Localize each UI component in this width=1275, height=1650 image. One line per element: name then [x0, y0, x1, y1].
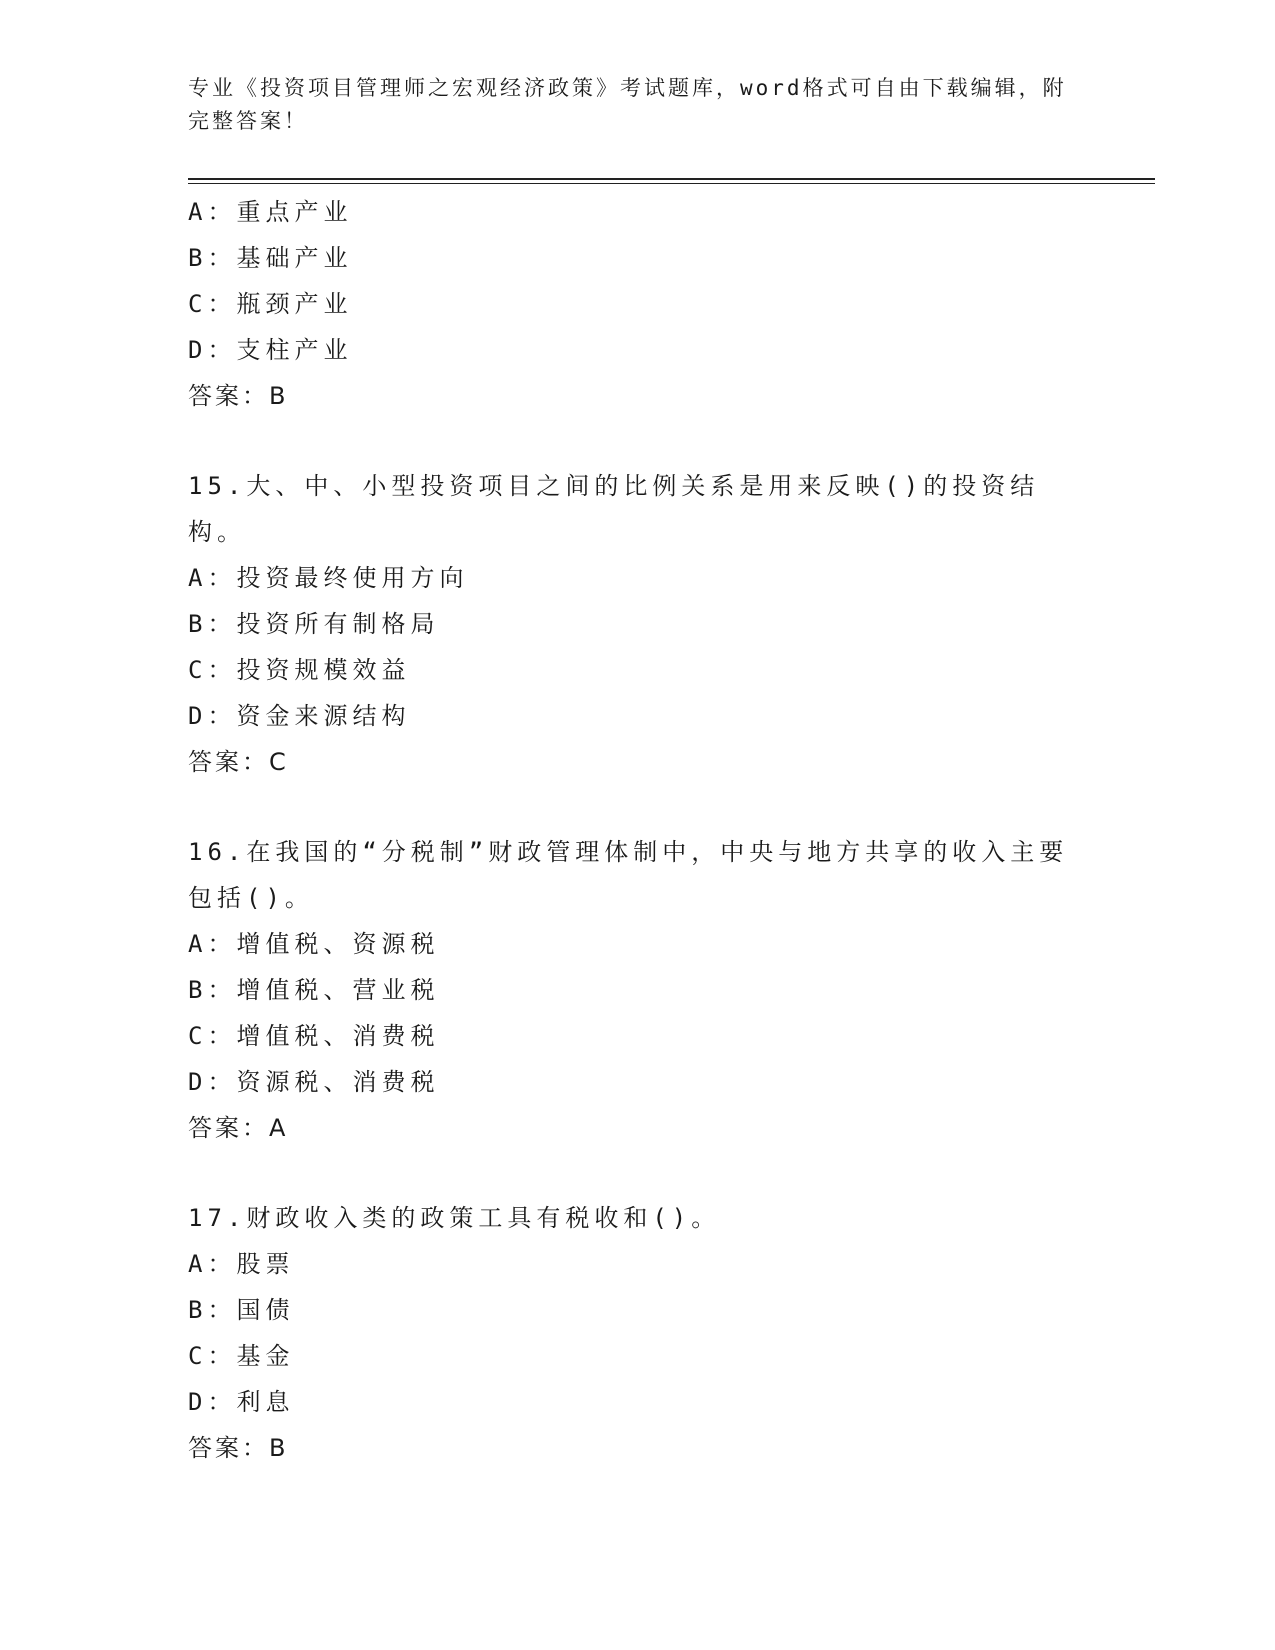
option-a: A：增值税、资源税 — [188, 930, 440, 958]
header-divider-thin — [188, 183, 1155, 184]
option-d: D：利息 — [188, 1388, 295, 1416]
question-14-continuation — [188, 189, 1088, 419]
option-a: A：股票 — [188, 1250, 295, 1278]
document-header: 专业《投资项目管理师之宏观经济政策》考试题库，word格式可自由下载编辑，附完整答案！ — [188, 76, 1067, 133]
option-b: B：投资所有制格局 — [188, 610, 440, 638]
option-d: D：支柱产业 — [188, 336, 353, 364]
option-c: C：投资规模效益 — [188, 656, 411, 684]
question-spacer — [188, 785, 1088, 829]
question-text: 16.在我国的“分税制”财政管理体制中，中央与地方共享的收入主要包括()。 — [188, 838, 1069, 912]
question-list — [188, 189, 1088, 1471]
option-a: A：重点产业 — [188, 198, 353, 226]
answer-line: 答案：A — [188, 1114, 289, 1142]
option-b: B：国债 — [188, 1296, 295, 1324]
answer-line: 答案：B — [188, 382, 289, 410]
question-15 — [188, 463, 1088, 785]
option-d: D：资金来源结构 — [188, 702, 411, 730]
answer-line: 答案：C — [188, 748, 289, 776]
option-d: D：资源税、消费税 — [188, 1068, 440, 1096]
option-c: C：瓶颈产业 — [188, 290, 353, 318]
question-spacer — [188, 419, 1088, 463]
option-b: B：基础产业 — [188, 244, 353, 272]
question-spacer — [188, 1151, 1088, 1195]
option-c: C：增值税、消费税 — [188, 1022, 440, 1050]
option-c: C：基金 — [188, 1342, 295, 1370]
question-text: 17.财政收入类的政策工具有税收和()。 — [188, 1204, 721, 1232]
option-b: B：增值税、营业税 — [188, 976, 440, 1004]
header-divider-thick — [188, 178, 1155, 180]
question-17 — [188, 1195, 1088, 1471]
question-16 — [188, 829, 1088, 1151]
answer-line: 答案：B — [188, 1434, 289, 1462]
question-text: 15.大、中、小型投资项目之间的比例关系是用来反映()的投资结构。 — [188, 472, 1040, 546]
option-a: A：投资最终使用方向 — [188, 564, 469, 592]
